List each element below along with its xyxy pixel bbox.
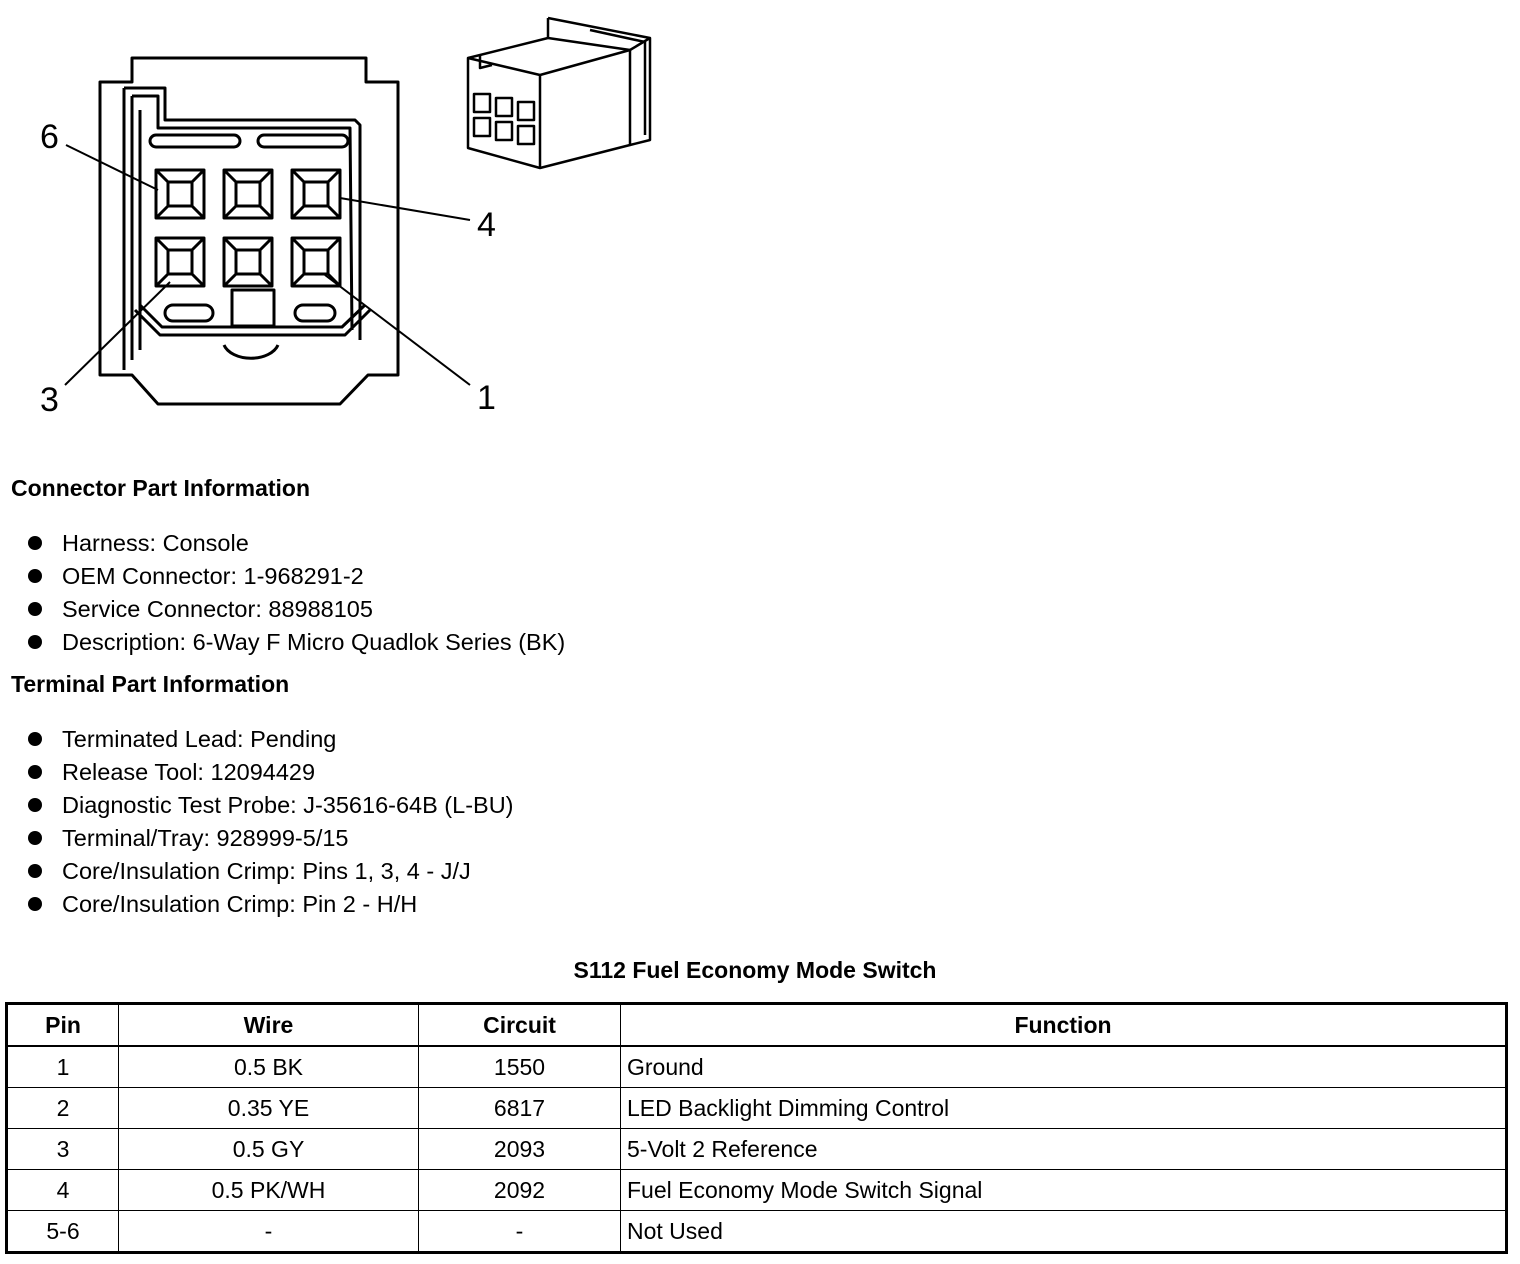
cell-circuit: 6817 [419,1088,621,1129]
connector-info-list [28,527,565,659]
table-header-row [7,1004,1507,1047]
cavity-grid [156,170,340,286]
cell-wire: - [119,1211,419,1253]
bullet-icon [28,765,42,779]
table-title: S112 Fuel Economy Mode Switch [573,957,937,983]
list-item: Description: 6-Way F Micro Quadlok Series (BK) [28,626,565,659]
pinout-table [5,1002,1508,1254]
pin-label-1: 1 [477,379,496,417]
col-header-function: Function [621,1004,1507,1047]
connector-isometric-drawing [468,18,650,168]
bullet-icon [28,897,42,911]
cell-function: Fuel Economy Mode Switch Signal [621,1170,1507,1211]
cell-wire: 0.5 GY [119,1129,419,1170]
list-item: Service Connector: 88988105 [28,593,565,626]
table-row [7,1211,1507,1253]
bullet-icon [28,864,42,878]
cell-wire: 0.5 PK/WH [119,1170,419,1211]
cell-pin: 4 [7,1170,119,1211]
connector-info-heading: Connector Part Information [11,475,311,501]
pin-label-3: 3 [40,381,59,419]
cell-pin: 1 [7,1046,119,1088]
cell-function: Not Used [621,1211,1507,1253]
cell-pin: 3 [7,1129,119,1170]
list-item: Harness: Console [28,527,565,560]
terminal-info-heading: Terminal Part Information [11,671,290,697]
cell-circuit: - [419,1211,621,1253]
list-item: Release Tool: 12094429 [28,756,514,789]
cell-wire: 0.5 BK [119,1046,419,1088]
list-item: Terminal/Tray: 928999-5/15 [28,822,514,855]
bullet-icon [28,536,42,550]
pin-leader-lines [65,145,470,385]
bullet-icon [28,602,42,616]
terminal-info-list [28,723,514,921]
table-row [7,1088,1507,1129]
table-row [7,1129,1507,1170]
list-item: Terminated Lead: Pending [28,723,514,756]
list-item: Core/Insulation Crimp: Pin 2 - H/H [28,888,514,921]
bullet-icon [28,798,42,812]
bullet-icon [28,635,42,649]
cell-pin: 5-6 [7,1211,119,1253]
cell-circuit: 2093 [419,1129,621,1170]
cell-circuit: 2092 [419,1170,621,1211]
bullet-icon [28,569,42,583]
bullet-icon [28,732,42,746]
connector-face-drawing [100,58,398,404]
cell-function: 5-Volt 2 Reference [621,1129,1507,1170]
bullet-icon [28,831,42,845]
col-header-circuit: Circuit [419,1004,621,1047]
list-item: OEM Connector: 1-968291-2 [28,560,565,593]
pin-label-6: 6 [40,118,59,156]
table-row [7,1046,1507,1088]
connector-diagram [0,0,700,440]
pin-label-4: 4 [477,206,496,244]
cell-function: LED Backlight Dimming Control [621,1088,1507,1129]
list-item: Core/Insulation Crimp: Pins 1, 3, 4 - J/J [28,855,514,888]
cell-circuit: 1550 [419,1046,621,1088]
col-header-pin: Pin [7,1004,119,1047]
list-item: Diagnostic Test Probe: J-35616-64B (L-BU) [28,789,514,822]
table-row [7,1170,1507,1211]
cell-pin: 2 [7,1088,119,1129]
cell-wire: 0.35 YE [119,1088,419,1129]
col-header-wire: Wire [119,1004,419,1047]
cell-function: Ground [621,1046,1507,1088]
